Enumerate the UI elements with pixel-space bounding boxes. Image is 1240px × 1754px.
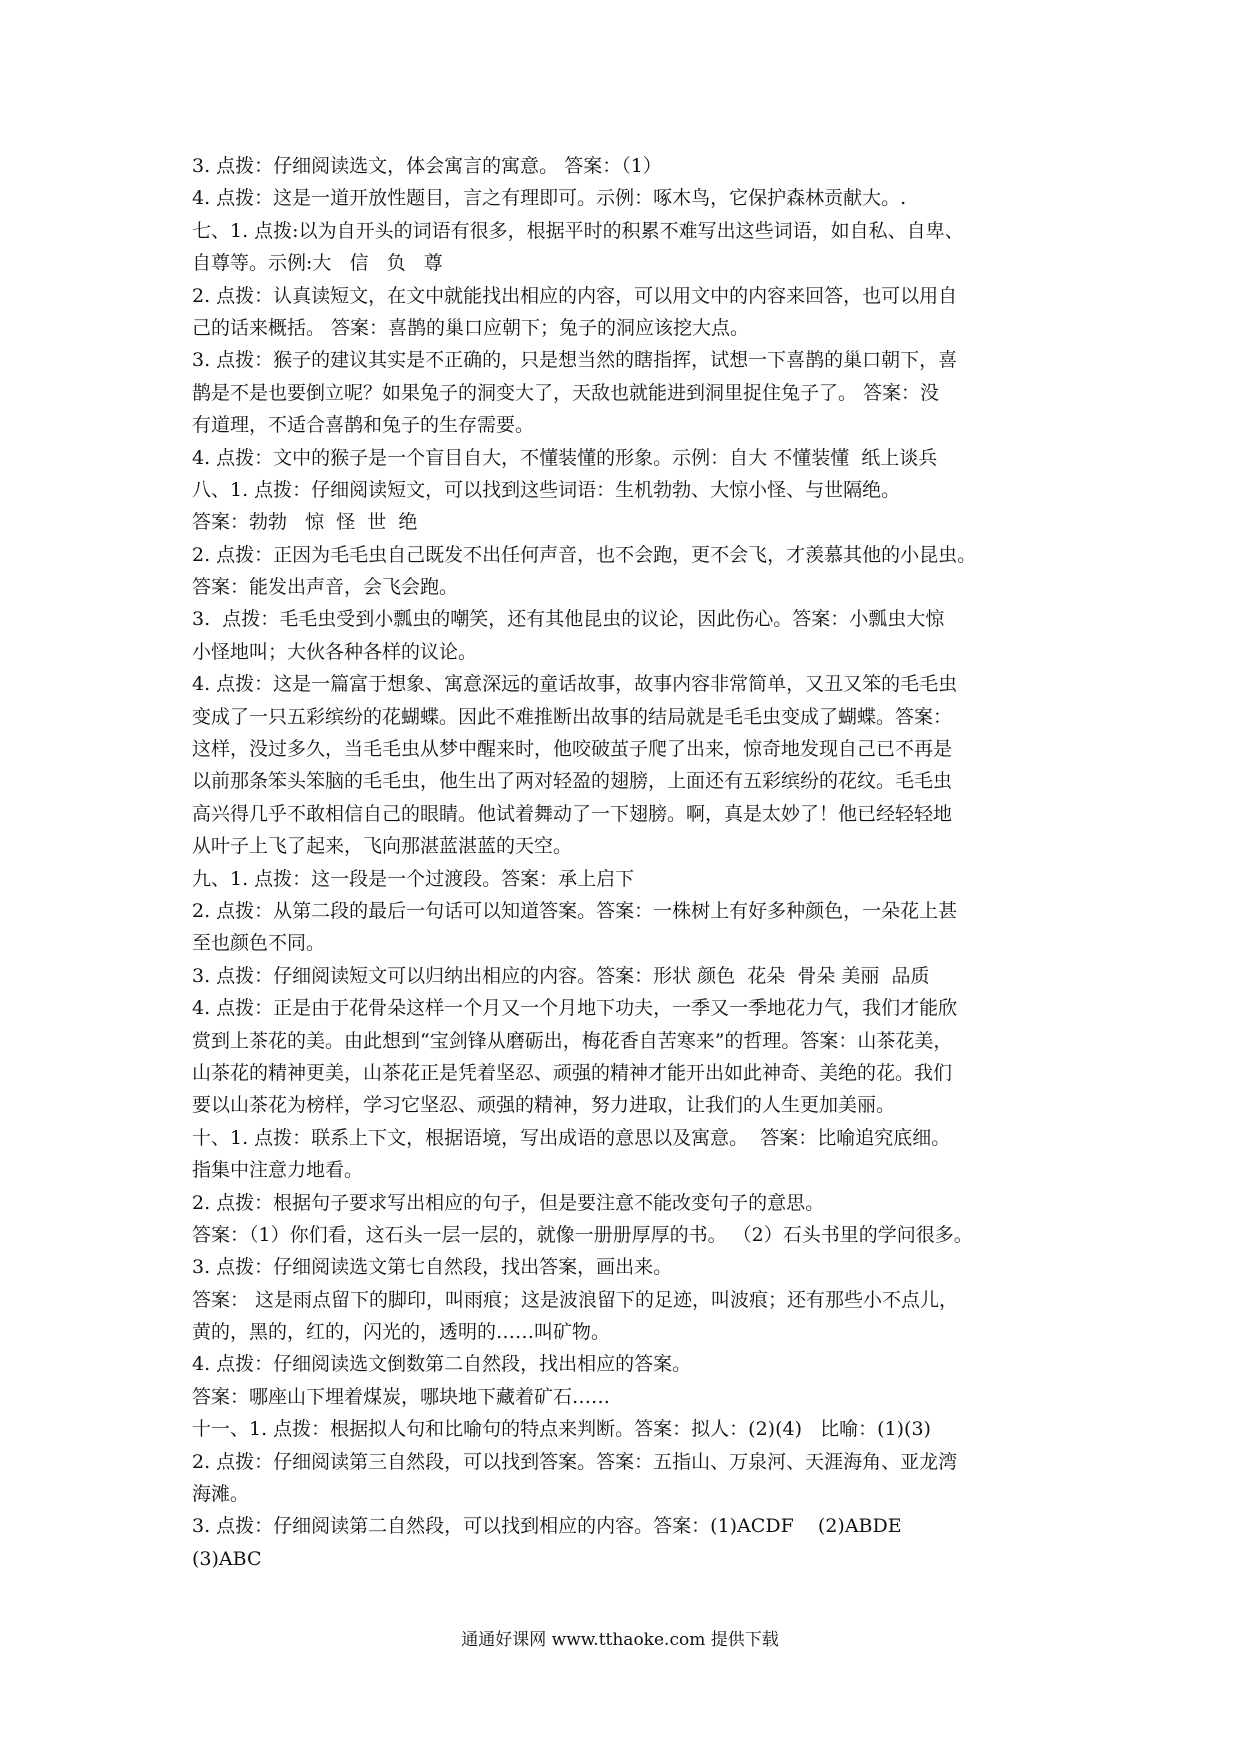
text-line: 3. 点拨：仔细阅读选文第七自然段，找出答案，画出来。 [192, 1256, 673, 1279]
text-line: 赏到上茶花的美。由此想到“宝剑锋从磨砺出，梅花香自苦寒来”的哲理。答案：山茶花美， [192, 1029, 953, 1052]
text-line: 3. 点拨：毛毛虫受到小瓢虫的嘲笑，还有其他昆虫的议论，因此伤心。答案：小瓢虫大惊 [192, 608, 945, 631]
text-line: 2. 点拨：认真读短文，在文中就能找出相应的内容，可以用文中的内容来回答，也可以用自 [192, 284, 958, 307]
text-line: 九、1. 点拨：这一段是一个过渡段。答案：承上启下 [192, 867, 635, 890]
text-line: 4. 点拨：这是一道开放性题目，言之有理即可。示例：啄木鸟，它保护森林贡献大。. [192, 187, 907, 210]
text-line: 答案：勃勃 惊 怪 世 绝 [192, 511, 418, 534]
text-line: 八、1. 点拨：仔细阅读短文，可以找到这些词语：生机勃勃、大惊小怪、与世隔绝。 [192, 478, 901, 501]
text-line: 海滩。 [192, 1483, 250, 1506]
text-line: 至也颜色不同。 [192, 932, 326, 955]
text-line: 4. 点拨：仔细阅读选文倒数第二自然段，找出相应的答案。 [192, 1353, 692, 1376]
text-line: 2. 点拨：根据句子要求写出相应的句子，但是要注意不能改变句子的意思。 [192, 1191, 825, 1214]
text-line: 这样，没过多久，当毛毛虫从梦中醒来时，他咬破茧子爬了出来，惊奇地发现自己已不再是 [192, 738, 953, 761]
text-line: 鹊是不是也要倒立呢？如果兔子的洞变大了，天敌也就能进到洞里捉住兔子了。 答案：没 [192, 381, 940, 404]
text-line: 以前那条笨头笨脑的毛毛虫，他生出了两对轻盈的翅膀，上面还有五彩缤纷的花纹。毛毛虫 [192, 770, 953, 793]
text-line: 小怪地叫；大伙各种各样的议论。 [192, 640, 478, 663]
text-line: 4. 点拨：正是由于花骨朵这样一个月又一个月地下功夫，一季又一季地花力气，我们才能欣 [192, 997, 958, 1020]
text-line: 3. 点拨：猴子的建议其实是不正确的，只是想当然的瞎指挥，试想一下喜鹊的巢口朝下，喜 [192, 349, 958, 372]
text-line: 3. 点拨：仔细阅读短文可以归纳出相应的内容。答案：形状 颜色 花朵 骨朵 美丽 品质 [192, 964, 930, 987]
text-line: 2. 点拨：正因为毛毛虫自己既发不出任何声音，也不会跑，更不会飞，才羡慕其他的小昆虫。 [192, 543, 977, 566]
text-line: 2. 点拨：仔细阅读第三自然段，可以找到答案。答案：五指山、万泉河、天涯海角、亚龙湾 [192, 1450, 958, 1473]
text-line: 答案：能发出声音，会飞会跑。 [192, 576, 459, 599]
text-line: 2. 点拨：从第二段的最后一句话可以知道答案。答案：一株树上有好多种颜色，一朵花上甚 [192, 899, 958, 922]
text-line: 要以山茶花为榜样，学习它坚忍、顽强的精神，努力进取，让我们的人生更加美丽。 [192, 1094, 896, 1117]
text-line: 4. 点拨：文中的猴子是一个盲目自大，不懂装懂的形象。示例：自大 不懂装懂 纸上谈兵 [192, 446, 938, 469]
page-footer: 通通好课网 www.tthaoke.com 提供下载 [461, 1630, 779, 1650]
text-line: 3. 点拨：仔细阅读第二自然段，可以找到相应的内容。答案：(1)ACDF (2)ABDE [192, 1515, 902, 1538]
text-line: 变成了一只五彩缤纷的花蝴蝶。因此不难推断出故事的结局就是毛毛虫变成了蝴蝶。答案： [192, 705, 953, 728]
text-line: 山茶花的精神更美，山茶花正是凭着坚忍、顽强的精神才能开出如此神奇、美绝的花。我们 [192, 1061, 953, 1084]
text-line: 指集中注意力地看。 [192, 1159, 364, 1182]
text-line: 答案： 这是雨点留下的脚印，叫雨痕；这是波浪留下的足迹，叫波痕；还有那些小不点儿， [192, 1288, 959, 1311]
text-line: 七、1. 点拨:以为自开头的词语有很多，根据平时的积累不难写出这些词语，如自私、自卑、 [192, 219, 964, 242]
text-line: 答案：哪座山下埋着煤炭，哪块地下藏着矿石…… [192, 1385, 611, 1408]
text-line: 3. 点拨：仔细阅读选文，体会寓言的寓意。 答案：（1） [192, 155, 662, 177]
text-line: 4. 点拨：这是一篇富于想象、寓意深远的童话故事，故事内容非常简单，又丑又笨的毛毛虫 [192, 673, 958, 696]
text-line: 自尊等。示例:大 信 负 尊 [192, 252, 443, 275]
text-line: 十、1. 点拨：联系上下文，根据语境，写出成语的意思以及寓意。 答案：比喻追究底细。 [192, 1126, 951, 1149]
text-line: (3)ABC [192, 1547, 262, 1570]
text-line: 有道理，不适合喜鹊和兔子的生存需要。 [192, 414, 535, 437]
answer-text-body [192, 150, 1062, 1575]
text-line: 十一、1. 点拨：根据拟人句和比喻句的特点来判断。答案：拟人：(2)(4) 比喻：(1)(3) [192, 1418, 931, 1441]
text-line: 高兴得几乎不敢相信自己的眼睛。他试着舞动了一下翅膀。啊，真是太妙了！他已经轻轻地 [192, 802, 953, 825]
text-line: 答案：（1）你们看，这石头一层一层的，就像一册册厚厚的书。 （2）石头书里的学问很多。 [192, 1223, 973, 1246]
text-line: 黄的，黑的，红的，闪光的，透明的……叫矿物。 [192, 1321, 611, 1344]
text-line: 从叶子上飞了起来，飞向那湛蓝湛蓝的天空。 [192, 835, 573, 858]
text-line: 己的话来概括。 答案：喜鹊的巢口应朝下；兔子的洞应该挖大点。 [192, 316, 750, 339]
